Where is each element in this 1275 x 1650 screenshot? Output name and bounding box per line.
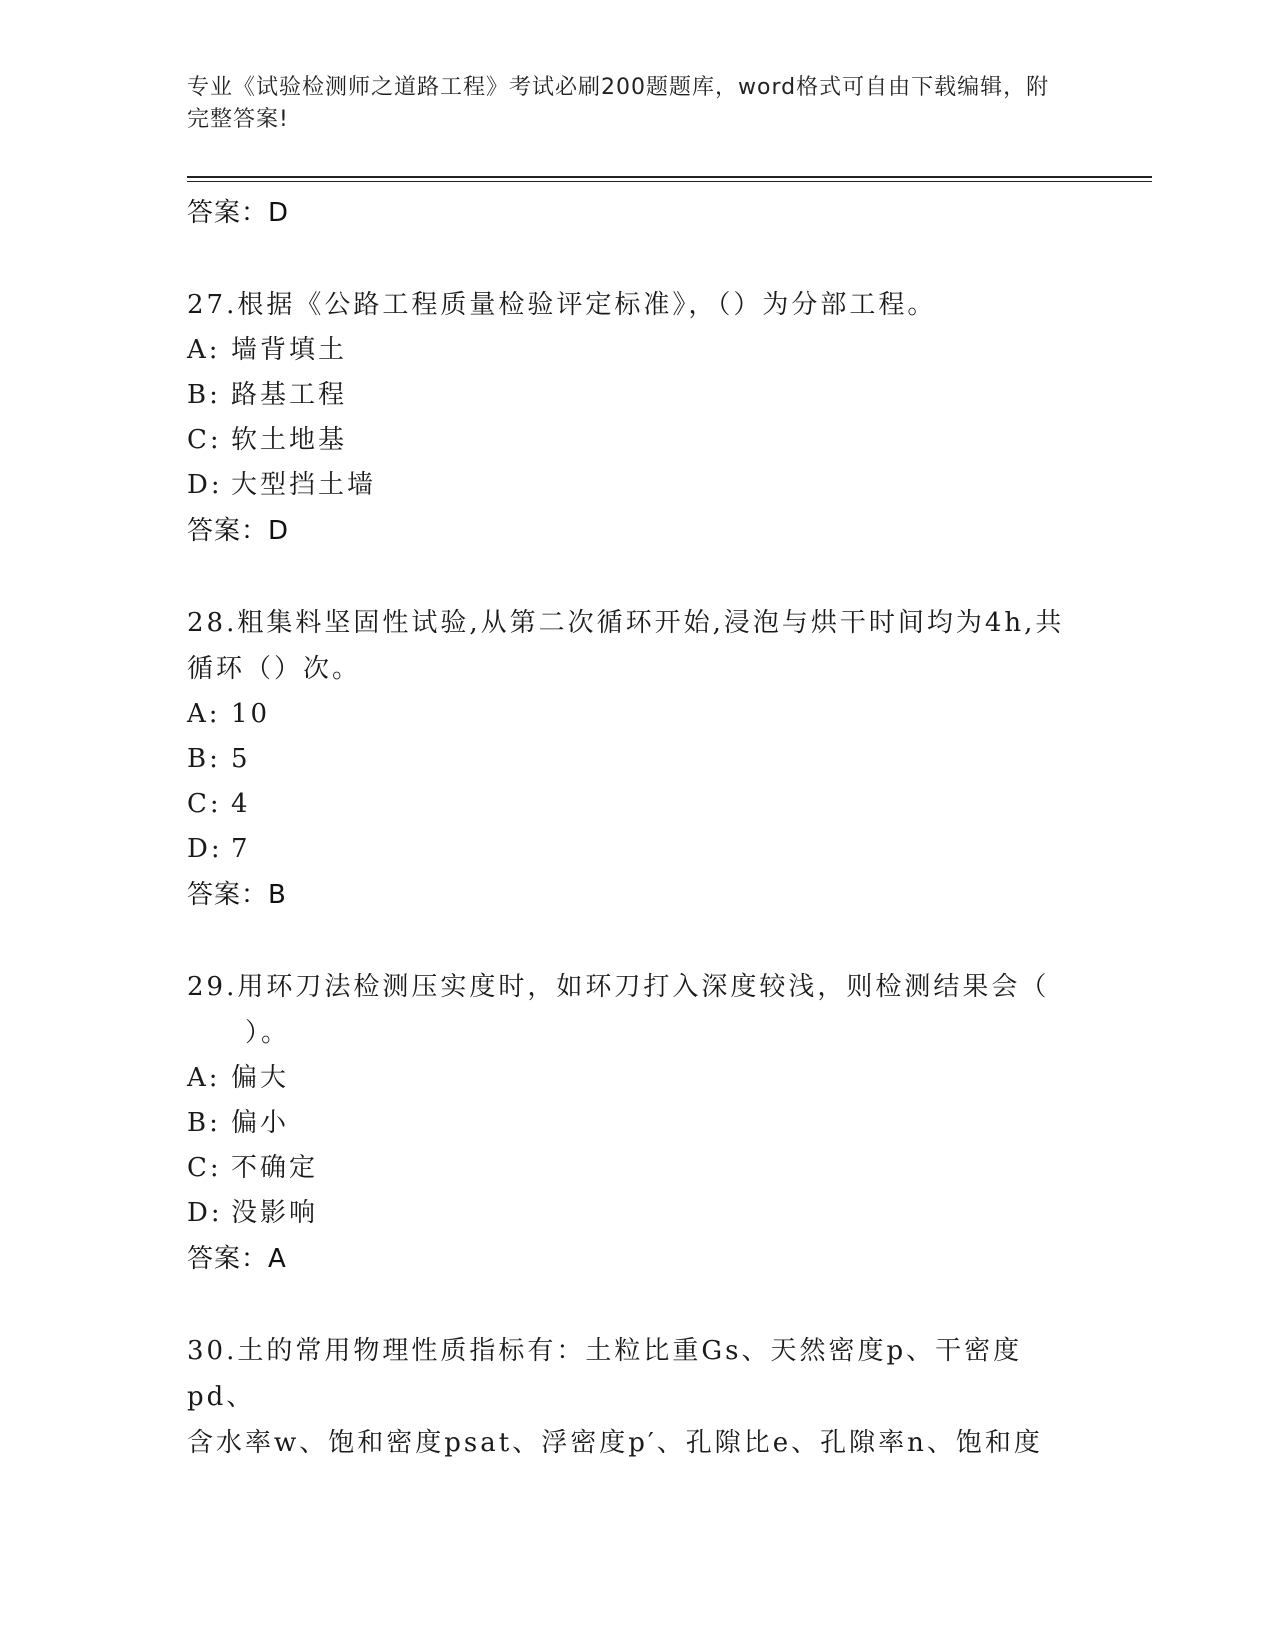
option-d <box>187 827 1067 872</box>
option-text: 不确定 <box>231 1153 319 1183</box>
document-body <box>187 190 1067 1466</box>
option-a <box>187 328 1067 373</box>
option-letter: B: <box>187 744 221 774</box>
spacer <box>187 554 1067 600</box>
answer-27: 答案：D <box>187 516 290 546</box>
question-stem-line: 循环（）次。 <box>187 654 362 684</box>
option-b <box>187 373 1067 418</box>
header-rule-thin <box>187 181 1152 182</box>
previous-answer: 答案：D <box>187 198 290 228</box>
option-letter: C: <box>187 425 222 455</box>
question-stem-line: ）。 <box>187 1018 291 1048</box>
option-letter: C: <box>187 1153 222 1183</box>
spacer <box>187 918 1067 964</box>
option-letter: D: <box>187 834 223 864</box>
header-rule-thick <box>187 176 1152 178</box>
spacer <box>187 1282 1067 1328</box>
option-text: 10 <box>231 699 271 729</box>
answer-28: 答案：B <box>187 880 287 910</box>
document-header <box>187 72 1067 136</box>
question-stem-line: 27.根据《公路工程质量检验评定标准》，（）为分部工程。 <box>187 290 937 320</box>
option-text: 墙背填土 <box>231 335 348 365</box>
question-stem-line: 30.土的常用物理性质指标有：土粒比重Gs、天然密度p、干密度pd、 <box>187 1336 1023 1412</box>
option-letter: B: <box>187 1108 221 1138</box>
option-d <box>187 1191 1067 1236</box>
option-letter: A: <box>187 699 221 729</box>
option-text: 7 <box>231 834 251 864</box>
option-c <box>187 1146 1067 1191</box>
question-30 <box>187 1328 1067 1466</box>
option-text: 4 <box>231 789 251 819</box>
question-stem-line: 29.用环刀法检测压实度时，如环刀打入深度较浅，则检测结果会（ <box>187 972 1050 1002</box>
option-text: 偏大 <box>231 1063 290 1093</box>
option-letter: B: <box>187 380 221 410</box>
spacer <box>187 236 1067 282</box>
question-stem-line: 28.粗集料坚固性试验,从第二次循环开始,浸泡与烘干时间均为4h,共 <box>187 608 1065 638</box>
question-28 <box>187 600 1067 692</box>
question-27 <box>187 282 1067 328</box>
option-text: 软土地基 <box>231 425 348 455</box>
question-29 <box>187 964 1067 1056</box>
option-d <box>187 463 1067 508</box>
option-text: 5 <box>231 744 251 774</box>
option-text: 偏小 <box>231 1108 290 1138</box>
option-c <box>187 782 1067 827</box>
option-text: 没影响 <box>231 1198 319 1228</box>
header-text: 专业《试验检测师之道路工程》考试必刷200题题库，word格式可自由下载编辑，附完整答案! <box>187 75 1050 132</box>
option-a <box>187 1056 1067 1101</box>
answer-29: 答案：A <box>187 1244 287 1274</box>
option-b <box>187 1101 1067 1146</box>
option-c <box>187 418 1067 463</box>
option-text: 大型挡土墙 <box>231 470 377 500</box>
option-text: 路基工程 <box>231 380 348 410</box>
option-letter: A: <box>187 335 221 365</box>
option-letter: D: <box>187 470 223 500</box>
question-stem-line: 含水率w、饱和密度psat、浮密度p′、孔隙比e、孔隙率n、饱和度 <box>187 1428 1043 1458</box>
option-letter: D: <box>187 1198 223 1228</box>
option-letter: A: <box>187 1063 221 1093</box>
option-letter: C: <box>187 789 222 819</box>
option-b <box>187 737 1067 782</box>
option-a <box>187 692 1067 737</box>
